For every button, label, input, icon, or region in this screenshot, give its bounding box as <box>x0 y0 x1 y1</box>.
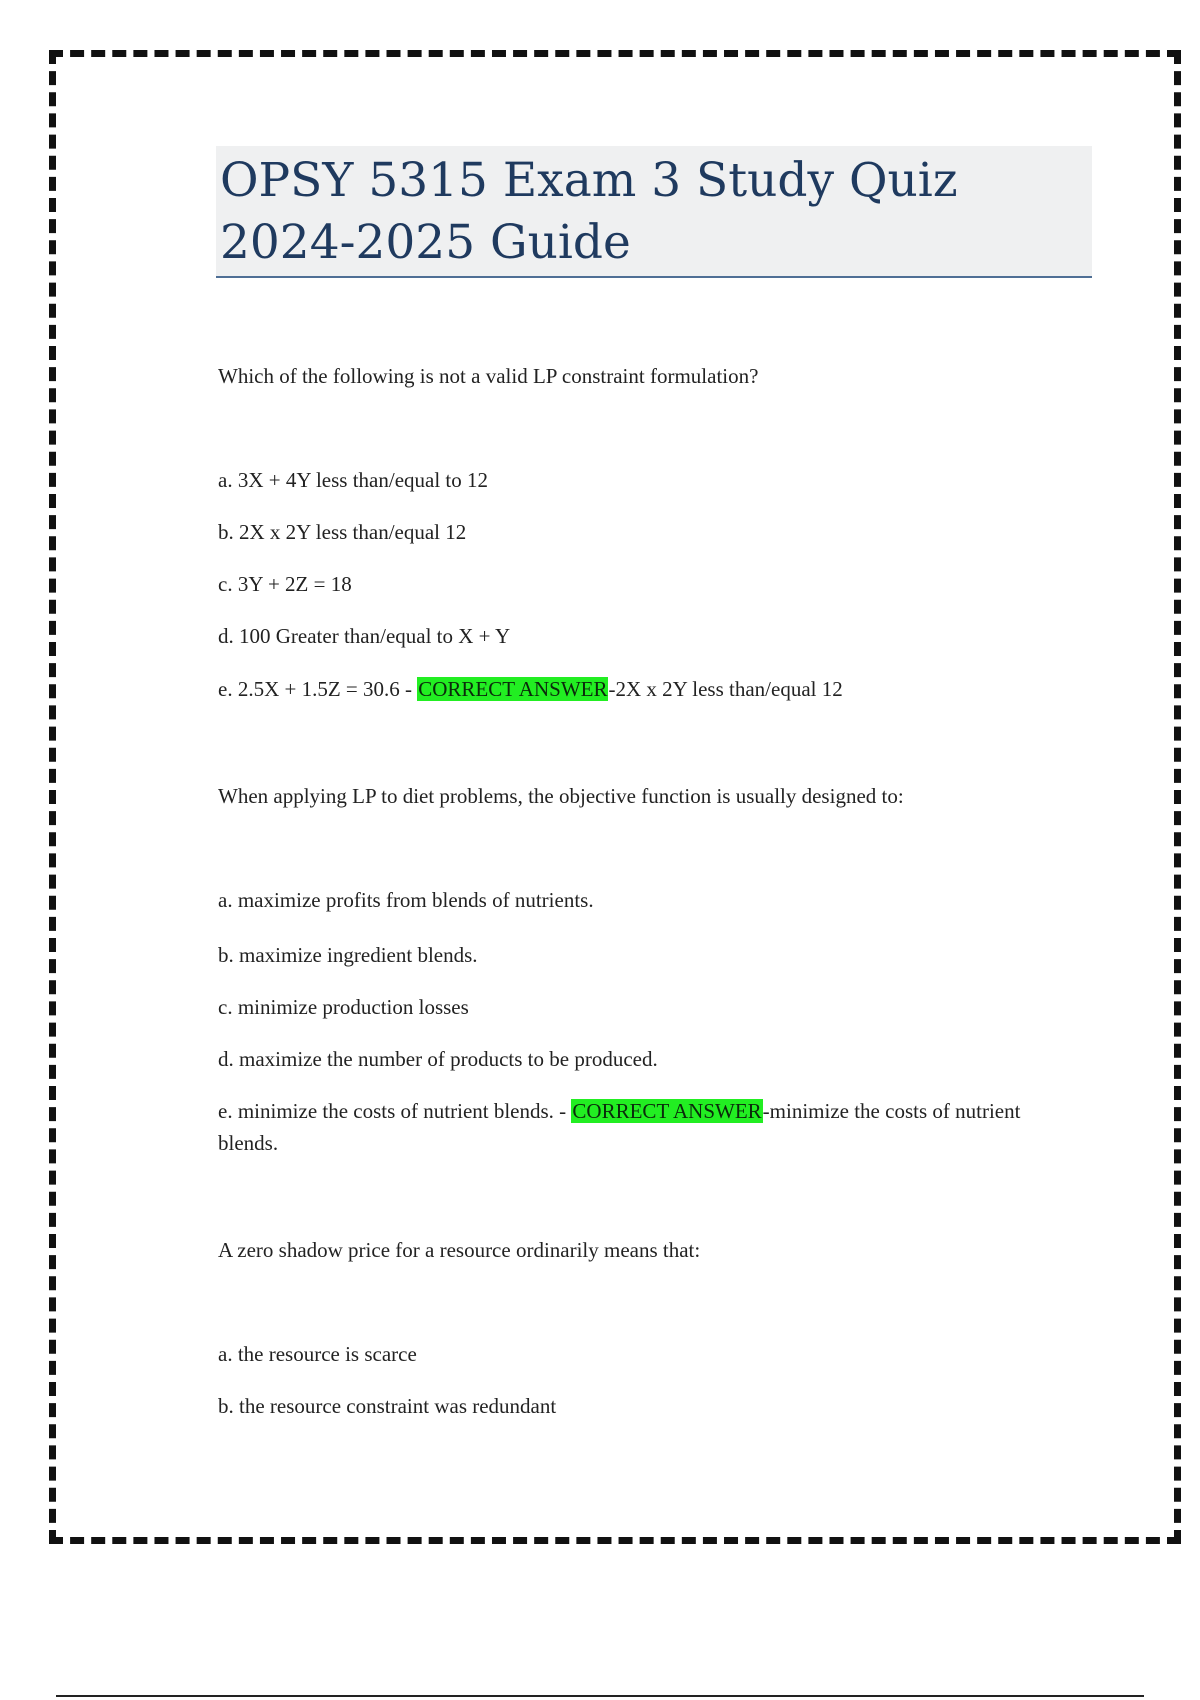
question-3-prompt: A zero shadow price for a resource ordinarily means that: <box>218 1238 701 1262</box>
option-text: e. 2.5X + 1.5Z = 30.6 - <box>218 677 418 701</box>
question-2-option-a: a. maximize profits from blends of nutrients. <box>218 888 594 912</box>
option-text: e. minimize the costs of nutrient blends. - <box>218 1099 572 1123</box>
correct-answer-highlight: CORRECT ANSWER <box>572 1099 762 1123</box>
footer-divider <box>56 1695 1144 1697</box>
question-1-prompt: Which of the following is not a valid LP constraint formulation? <box>218 364 759 388</box>
question-1-option-b: b. 2X x 2Y less than/equal 12 <box>218 520 467 544</box>
question-2-prompt: When applying LP to diet problems, the objective function is usually designed to: <box>218 784 904 808</box>
document-title: OPSY 5315 Exam 3 Study Quiz 2024-2025 Guide <box>220 153 958 270</box>
question-1-option-e <box>218 673 1098 705</box>
question-3-option-b: b. the resource constraint was redundant <box>218 1394 557 1418</box>
title-block <box>216 146 1092 278</box>
question-1-option-c: c. 3Y + 2Z = 18 <box>218 572 352 596</box>
question-3-option-a: a. the resource is scarce <box>218 1342 417 1366</box>
question-1-option-d: d. 100 Greater than/equal to X + Y <box>218 624 511 648</box>
question-2-option-d: d. maximize the number of products to be produced. <box>218 1047 658 1071</box>
question-2-option-e <box>218 1095 1078 1159</box>
question-2-option-b: b. maximize ingredient blends. <box>218 943 478 967</box>
answer-text: -2X x 2Y less than/equal 12 <box>608 677 843 701</box>
correct-answer-highlight: CORRECT ANSWER <box>418 677 608 701</box>
answer-text: -minimize the costs of nutrient blends. <box>218 1099 1021 1155</box>
question-1-option-a: a. 3X + 4Y less than/equal to 12 <box>218 468 489 492</box>
question-2-option-c: c. minimize production losses <box>218 995 469 1019</box>
